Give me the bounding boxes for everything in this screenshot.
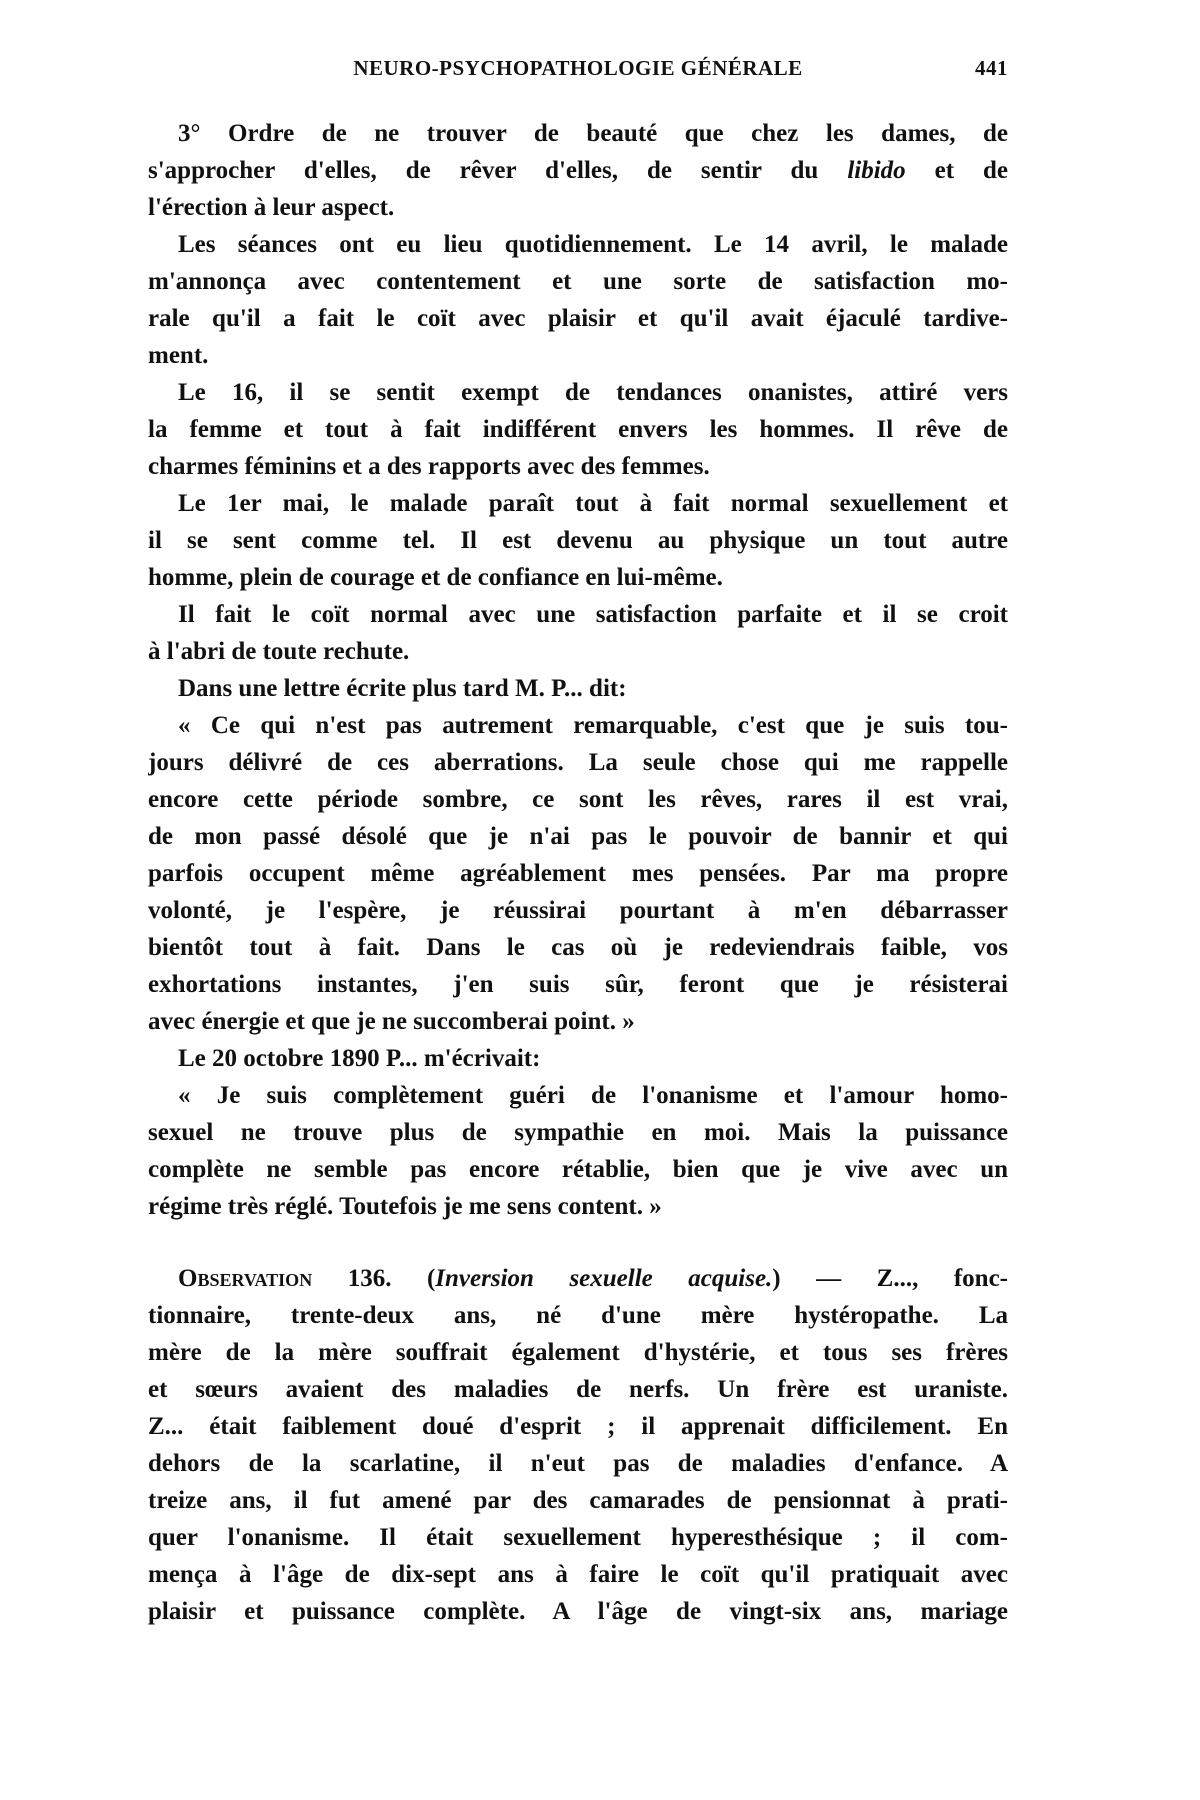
paragraph — [148, 1077, 1008, 1225]
text-line: Le 20 octobre 1890 P... m'écrivait: — [178, 1045, 541, 1072]
text-line: quer l'onanisme. Il était sexuellement hyperesthésique ; il com- — [148, 1524, 1008, 1551]
text-line: m'annonça avec contentement et une sorte de satisfaction mo- — [148, 268, 1008, 295]
text-line: 3° Ordre de ne trouver de beauté que chez les dames, de — [178, 120, 1008, 147]
text-line: et sœurs avaient des maladies de nerfs. Un frère est uraniste. — [148, 1376, 1008, 1403]
paragraph — [148, 670, 1008, 707]
paragraph — [148, 707, 1008, 1040]
paragraph — [148, 1260, 1008, 1630]
text-line: complète ne semble pas encore rétablie, bien que je vive avec un — [148, 1156, 1008, 1183]
text-segment: et de — [905, 157, 1008, 184]
text-line: rale qu'il a fait le coït avec plaisir et qu'il avait éjaculé tardive- — [148, 305, 1008, 332]
text-line: Z... était faiblement doué d'esprit ; il apprenait difficilement. En — [148, 1413, 1008, 1440]
text-line: parfois occupent même agréablement mes pensées. Par ma propre — [148, 860, 1008, 887]
page-body — [148, 115, 1008, 1630]
text-segment: 136. ( — [312, 1265, 436, 1292]
paragraph — [148, 374, 1008, 485]
paragraph — [148, 115, 1008, 226]
text-line: mença à l'âge de dix-sept ans à faire le coït qu'il pratiquait avec — [148, 1561, 1008, 1588]
paragraph — [148, 485, 1008, 596]
text-line: sexuel ne trouve plus de sympathie en moi. Mais la puissance — [148, 1119, 1008, 1146]
text-line: tionnaire, trente-deux ans, né d'une mère hystéropathe. La — [148, 1302, 1008, 1329]
text-line: à l'abri de toute rechute. — [148, 638, 410, 665]
text-line: dehors de la scarlatine, il n'eut pas de maladies d'enfance. A — [148, 1450, 1008, 1477]
text-line: encore cette période sombre, ce sont les rêves, rares il est vrai, — [148, 786, 1008, 813]
text-line: plaisir et puissance complète. A l'âge de vingt-six ans, mariage — [148, 1598, 1008, 1625]
text-line: volonté, je l'espère, je réussirai pourtant à m'en débarrasser — [148, 897, 1008, 924]
paragraph — [148, 226, 1008, 374]
text-line: mère de la mère souffrait également d'hystérie, et tous ses frères — [148, 1339, 1008, 1366]
text-line: Le 16, il se sentit exempt de tendances onanistes, attiré vers — [178, 379, 1008, 406]
text-line: il se sent comme tel. Il est devenu au physique un tout autre — [148, 527, 1008, 554]
text-line: « Ce qui n'est pas autrement remarquable, c'est que je suis tou- — [178, 712, 1008, 739]
text-segment: s'approcher d'elles, de rêver d'elles, de sentir du — [148, 157, 848, 184]
text-line: exhortations instantes, j'en suis sûr, feront que je résisterai — [148, 971, 1008, 998]
italic-text: libido — [847, 157, 906, 184]
text-segment: ) — Z..., fonc- — [772, 1265, 1008, 1292]
text-line: l'érection à leur aspect. — [148, 194, 395, 221]
small-caps-text: Observation — [178, 1265, 313, 1292]
text-line: Le 1er mai, le malade paraît tout à fait normal sexuellement et — [178, 490, 1008, 517]
paragraph — [148, 1040, 1008, 1077]
page-number: 441 — [975, 56, 1008, 80]
text-line: de mon passé désolé que je n'ai pas le pouvoir de bannir et qui — [148, 823, 1008, 850]
text-line — [148, 152, 1008, 189]
text-line: charmes féminins et a des rapports avec des femmes. — [148, 453, 710, 480]
text-line: régime très réglé. Toutefois je me sens content. » — [148, 1193, 662, 1220]
text-line: la femme et tout à fait indifférent envers les hommes. Il rêve de — [148, 416, 1008, 443]
text-line: ment. — [148, 342, 209, 369]
text-line: jours délivré de ces aberrations. La seule chose qui me rappelle — [148, 749, 1008, 776]
text-line: Il fait le coït normal avec une satisfaction parfaite et il se croit — [178, 601, 1008, 628]
italic-text: Inversion sexuelle acquise. — [435, 1265, 773, 1292]
paragraph — [148, 596, 1008, 670]
text-line — [148, 1260, 1008, 1297]
text-line: Dans une lettre écrite plus tard M. P... dit: — [178, 675, 627, 702]
running-title: NEURO-PSYCHOPATHOLOGIE GÉNÉRALE — [353, 56, 803, 80]
text-line: avec énergie et que je ne succomberai point. » — [148, 1008, 635, 1035]
text-line: treize ans, il fut amené par des camarades de pensionnat à prati- — [148, 1487, 1008, 1514]
text-line: bientôt tout à fait. Dans le cas où je redeviendrais faible, vos — [148, 934, 1008, 961]
running-header — [148, 56, 1008, 90]
text-line: Les séances ont eu lieu quotidiennement. Le 14 avril, le malade — [178, 231, 1008, 258]
text-line: homme, plein de courage et de confiance en lui-même. — [148, 564, 723, 591]
text-line: « Je suis complètement guéri de l'onanisme et l'amour homo- — [178, 1082, 1008, 1109]
